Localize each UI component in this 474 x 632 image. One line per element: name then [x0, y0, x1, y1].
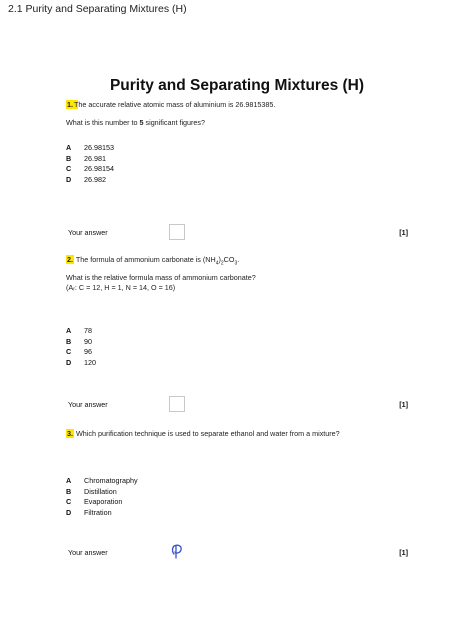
question-2-prompt: What is the relative formula mass of ammonium carbonate? (Aᵣ: C = 12, H = 1, N = 14, O = 16)	[66, 273, 256, 292]
answer-box[interactable]	[169, 396, 185, 412]
document-header	[0, 0, 474, 16]
option-b: B Distillation	[66, 486, 117, 496]
question-1-options	[66, 143, 114, 185]
option-d: D Filtration	[66, 507, 112, 517]
option-c: C 96	[66, 347, 92, 357]
question-1-prompt: What is this number to 5 significant figures?	[66, 118, 206, 127]
option-d: D 120	[66, 357, 96, 367]
question-1-text: 1.The accurate relative atomic mass of aluminium is 26.9815385.	[67, 100, 276, 109]
answer-label: Your answer	[68, 228, 108, 237]
question-3-text: 3. Which purification technique is used to separate ethanol and water from a mixture?	[67, 429, 340, 438]
question-3-options	[66, 476, 138, 518]
option-b: B 90	[66, 336, 92, 346]
marks-label: [1]	[399, 548, 408, 557]
answer-label: Your answer	[68, 548, 108, 557]
option-c: C Evaporation	[66, 497, 123, 507]
answer-box[interactable]	[169, 224, 185, 240]
document-title: 2.1 Purity and Separating Mixtures (H)	[8, 3, 187, 15]
marks-label: [1]	[399, 400, 408, 409]
option-a: A 26.98153	[66, 143, 114, 152]
question-2-answer-row	[66, 396, 408, 412]
handwritten-answer-icon[interactable]	[170, 543, 184, 559]
question-number: 3.	[67, 429, 73, 438]
question-number: 1.	[67, 100, 73, 109]
option-a: A Chromatography	[66, 476, 138, 485]
option-d: D 26.982	[66, 174, 106, 184]
question-1-answer-row	[66, 224, 408, 240]
question-2-text: 2. The formula of ammonium carbonate is $(NH_4)_2CO_3$.	[67, 255, 240, 267]
option-b: B 26.981	[66, 153, 106, 163]
marks-label: [1]	[399, 228, 408, 237]
answer-label: Your answer	[68, 400, 108, 409]
option-c: C 26.98154	[66, 164, 114, 174]
question-2-options	[66, 326, 96, 368]
option-a: A 78	[66, 326, 92, 335]
page-title: Purity and Separating Mixtures (H)	[109, 77, 365, 94]
question-number: 2.	[67, 255, 73, 264]
question-3-answer-row	[66, 544, 408, 560]
relative-atomic-masses: (Aᵣ: C = 12, H = 1, N = 14, O = 16)	[66, 283, 176, 292]
